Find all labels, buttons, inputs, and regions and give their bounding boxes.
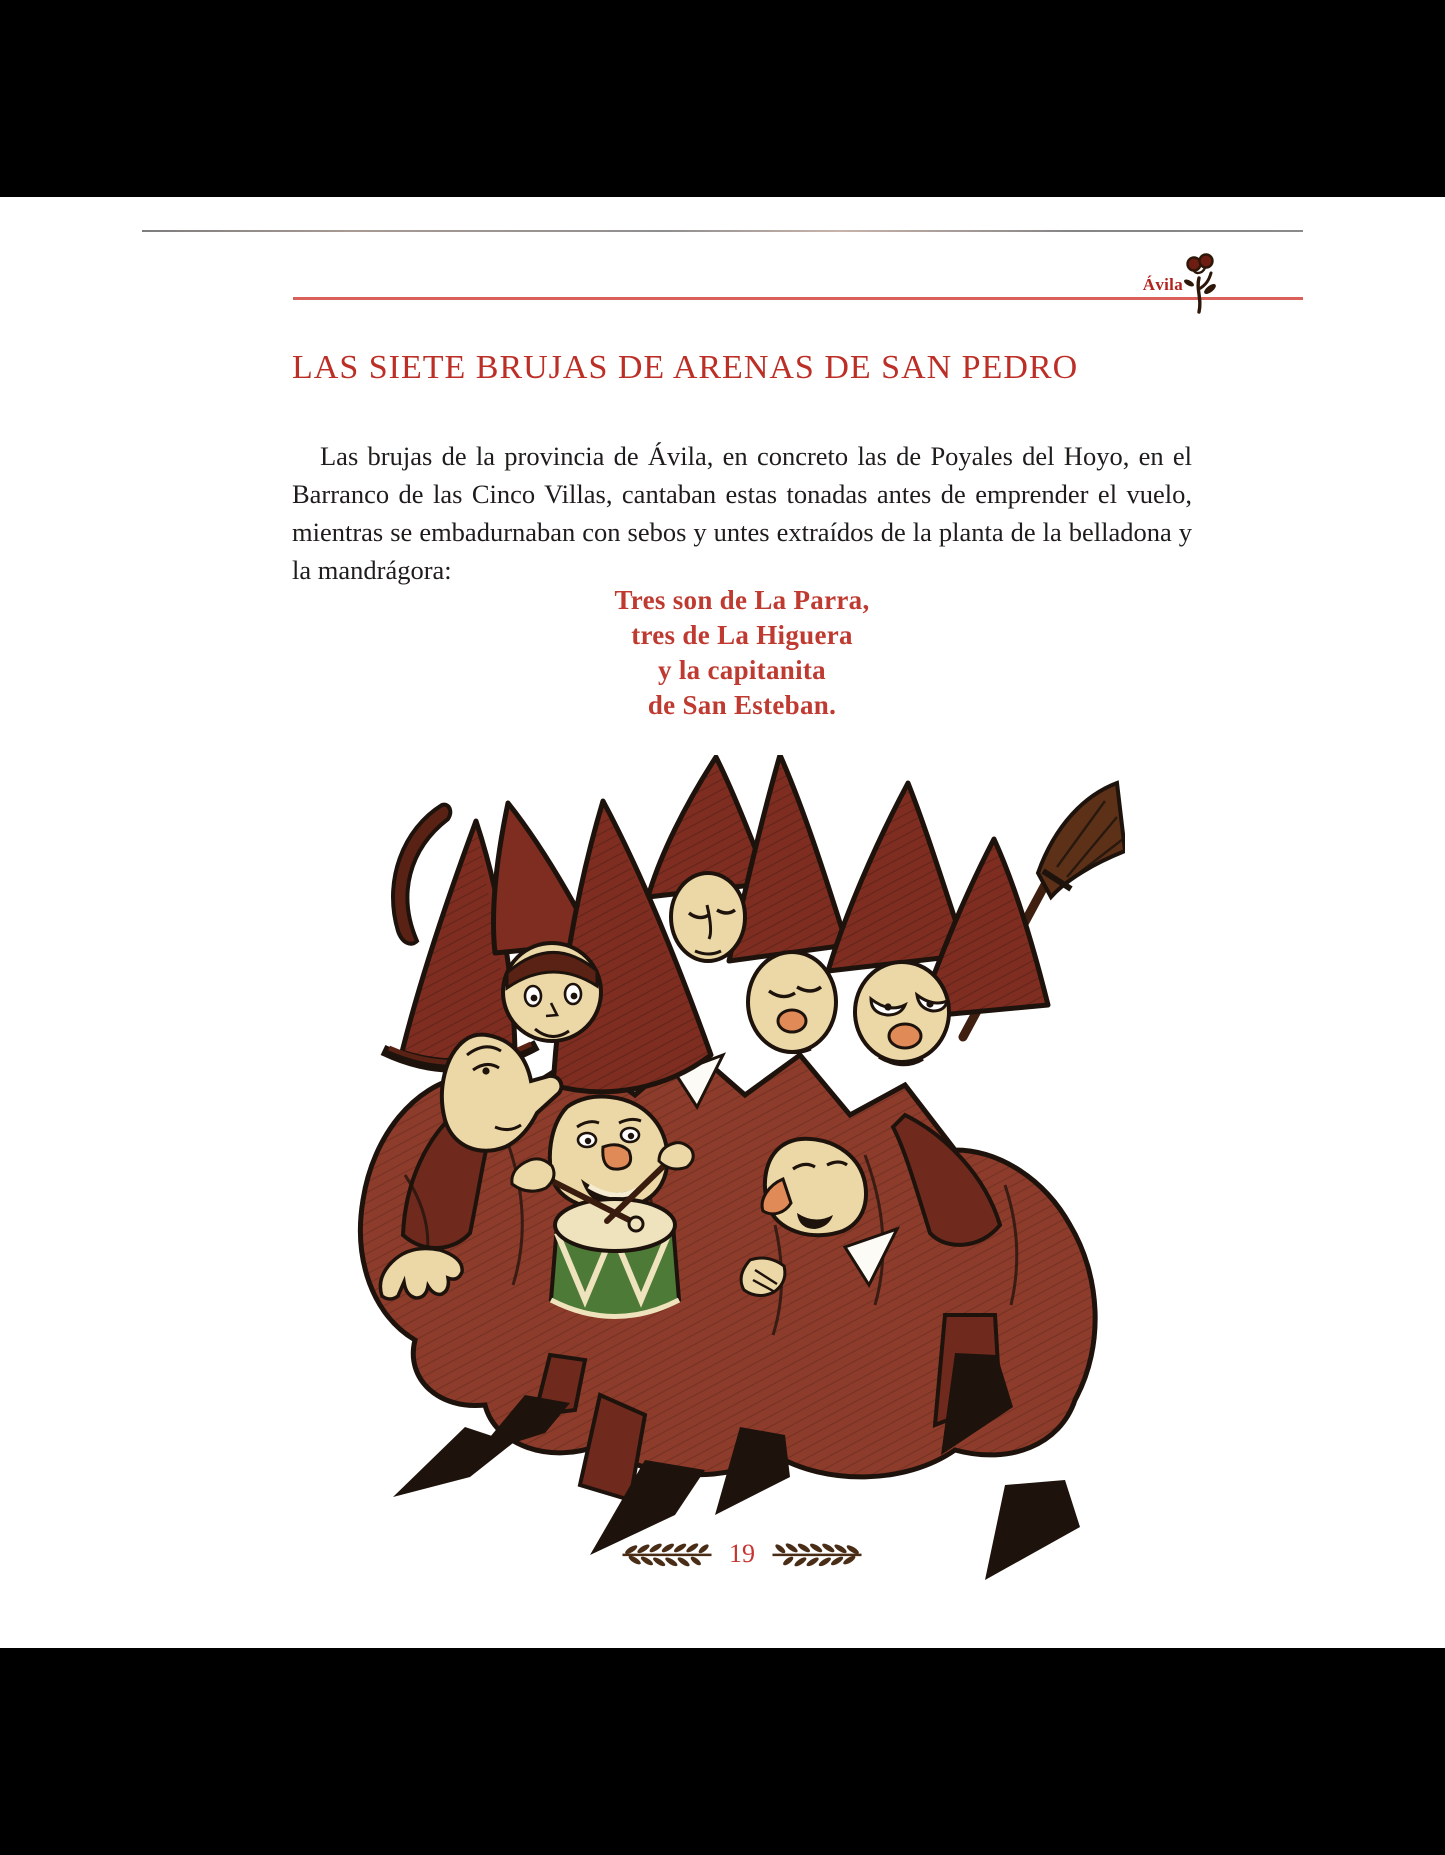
verse-block [292, 583, 1192, 723]
verse-line: de San Esteban. [647, 690, 837, 720]
page-footer [292, 1537, 1192, 1571]
body-paragraph: Las brujas de la provincia de Ávila, en concreto las de Poyales del Hoyo, en el Barranco de las Cinco Villas, cantaban estas tonadas antes de emprender el vuelo, mientras se embadurnaban con sebos y untes extraídos de la planta de la belladona y la mandrágora: [292, 441, 1192, 585]
verse-line: y la capitanita [657, 655, 826, 685]
laurel-branch-icon [619, 1537, 715, 1571]
region-label: Ávila [1142, 275, 1183, 294]
verse-line: Tres son de La Parra, [614, 585, 870, 615]
verse-line: tres de La Higuera [631, 620, 853, 650]
page-white-area [0, 197, 1445, 1648]
sprig-berries-icon [1181, 253, 1217, 315]
top-thin-rule [142, 230, 1303, 232]
header-red-rule [293, 297, 1303, 300]
page-number: 19 [729, 1539, 755, 1568]
seven-witches-illustration [345, 755, 1125, 1585]
page-title: LAS SIETE BRUJAS DE ARENAS DE SAN PEDRO [292, 349, 1079, 386]
laurel-branch-icon [769, 1537, 865, 1571]
